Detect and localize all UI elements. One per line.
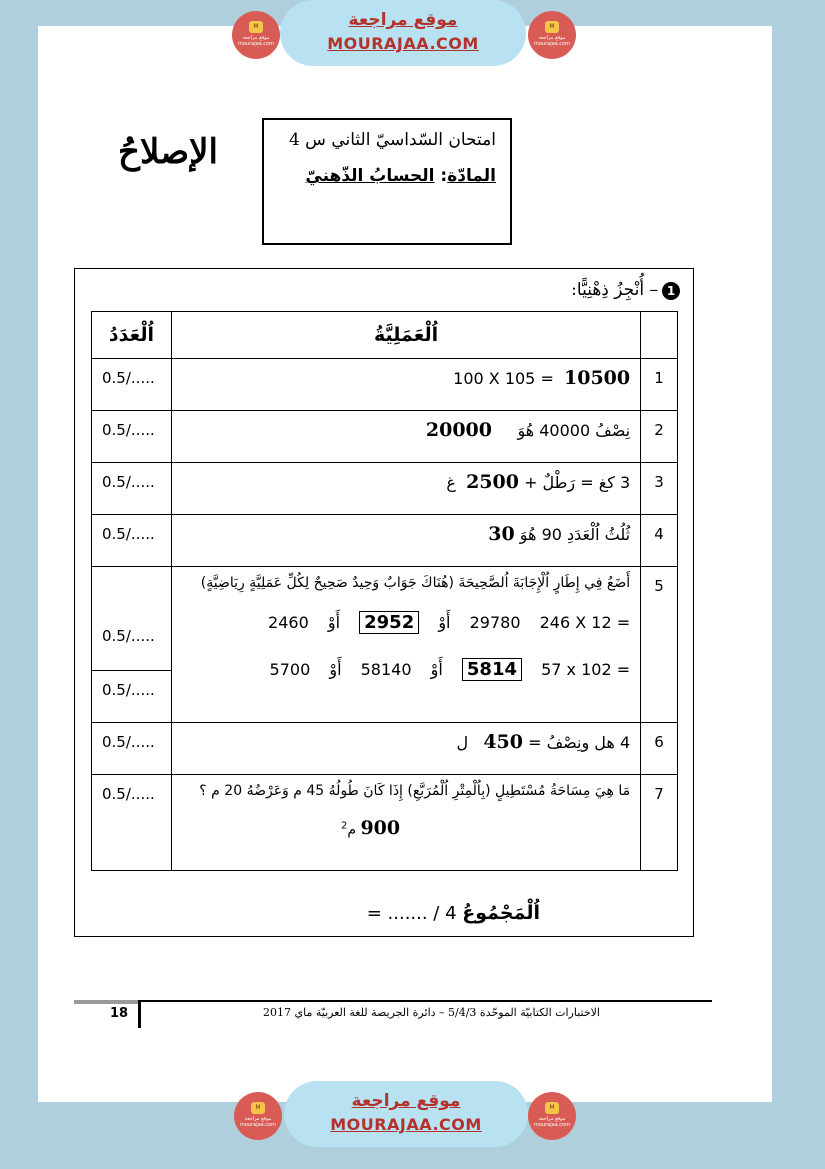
question-text: مَا هِيَ مِسَاحَةُ مُسْتَطِيلٍ (بِاُلْمِتْرِ اُلْمُرَبَّعِ) إِذَا كَانَ طُولُهُ 45 م وَعَرْضُهُ 20 م ؟ bbox=[199, 783, 631, 799]
footer-divider bbox=[138, 1000, 141, 1028]
table-row: 7 مَا هِيَ مِسَاحَةُ مُسْتَطِيلٍ (بِاُلْمِتْرِ اُلْمُرَبَّعِ) إِذَا كَانَ طُولُهُ 45 م وَعَرْضُهُ 20 م ؟ 900 م$^2$ 0.5/..... bbox=[92, 775, 678, 871]
score-cell: 0.5/..... bbox=[92, 359, 172, 411]
answer: 900 bbox=[360, 817, 401, 839]
score-cell: 0.5/..... bbox=[92, 411, 172, 463]
answer: 450 bbox=[483, 731, 523, 753]
header-operation: اُلْعَمَلِيَّةُ bbox=[171, 312, 640, 359]
site-link[interactable] bbox=[284, 1081, 528, 1147]
score-cell: 0.5/..... bbox=[92, 775, 172, 871]
exam-header-box bbox=[262, 118, 512, 245]
table-row: 2 نِصْفُ 40000 هُوَ 20000 0.5/..... bbox=[92, 411, 678, 463]
subject-label: المادّة bbox=[447, 166, 496, 186]
footer-rule-accent bbox=[74, 1000, 140, 1004]
header-score: اُلْعَدَدُ bbox=[92, 312, 172, 359]
subject-value: الحسابُ الذّهنيّ bbox=[305, 166, 435, 186]
total-label: اُلْمَجْمُوعُ bbox=[462, 902, 540, 924]
site-name-ar[interactable]: موقع مراجعة bbox=[348, 10, 458, 30]
choice-line: 246 X 12 = 29780 أَوْ 2952 أَوْ 2460 bbox=[268, 612, 631, 633]
score-cell: 0.5/..... bbox=[92, 671, 172, 723]
header-index bbox=[641, 312, 678, 359]
instruction: أَضَعُ فِي إِطَارٍ اُلْإِجَابَةَ اُلصَّحِيحَةَ (هُنَاكَ جَوَابٌ وَحِيدٌ صَحِيحٌ لِكُلِّ عَمَلِيَّةٍ رِيَاضِيَّةٍ) bbox=[200, 575, 631, 591]
footer-rule bbox=[74, 1000, 712, 1002]
table-header-row bbox=[92, 312, 678, 359]
answer: 20000 bbox=[425, 419, 492, 441]
site-banner-top[interactable] bbox=[0, 0, 825, 70]
score-cell: 0.5/..... bbox=[92, 463, 172, 515]
score-cell: 0.5/..... bbox=[92, 723, 172, 775]
table-row: 4 ثُلُثُ اُلْعَدَدِ 90 هُوَ 30 0.5/..... bbox=[92, 515, 678, 567]
site-logo-icon: M موقع مراجعة mourajaa.com bbox=[234, 1092, 282, 1140]
total-value: = ....... / 4 bbox=[366, 903, 457, 924]
answer: 10500 bbox=[564, 367, 631, 389]
site-name-en[interactable]: MOURAJAA.COM bbox=[327, 34, 479, 53]
choice-line: 57 x 102 = 5814 أَوْ 58140 أَوْ 5700 bbox=[269, 659, 631, 680]
site-logo-icon: M موقع مراجعة mourajaa.com bbox=[528, 1092, 576, 1140]
subject-line: المادّة: الحسابُ الذّهنيّ bbox=[305, 166, 496, 186]
exam-title: امتحان السّداسيّ الثاني س 4 bbox=[288, 130, 496, 150]
score-cell: 0.5/..... bbox=[92, 567, 172, 671]
question-number: 1 bbox=[662, 282, 680, 300]
table-row: 5 أَضَعُ فِي إِطَارٍ اُلْإِجَابَةَ اُلصَّحِيحَةَ (هُنَاكَ جَوَابٌ وَحِيدٌ صَحِيحٌ لِكُلِّ عَمَلِيَّةٍ رِيَاضِيَّةٍ) 246 X 12 = 29780 أَوْ 2952 أَوْ 2460 57 x 102 = 5814 أَوْ 58140 أَوْ 5700 0.5/..... bbox=[92, 567, 678, 671]
footer-text: الاختبارات الكتابيّة الموحّدة 5/4/3 – دائرة الجريصة للغة العربيّة ماي 2017 bbox=[263, 1006, 600, 1019]
option-correct[interactable]: 2952 bbox=[359, 611, 419, 634]
site-logo-icon: M موقع مراجعة mourajaa.com bbox=[528, 11, 576, 59]
option[interactable]: 58140 bbox=[360, 660, 412, 679]
operations-table bbox=[91, 311, 678, 871]
site-name-en[interactable]: MOURAJAA.COM bbox=[330, 1115, 482, 1134]
answer: 2500 bbox=[466, 471, 519, 493]
site-logo-icon: M موقع مراجعة mourajaa.com bbox=[232, 11, 280, 59]
site-name-ar[interactable]: موقع مراجعة bbox=[351, 1091, 461, 1111]
option[interactable]: 29780 bbox=[469, 613, 521, 632]
answer: 30 bbox=[488, 523, 515, 545]
option[interactable]: 5700 bbox=[269, 660, 311, 679]
option[interactable]: 2460 bbox=[268, 613, 309, 632]
answer-line: 900 م$^2$ bbox=[340, 817, 401, 839]
table-row: 3 3 كغ = رَطْلٌ + 2500 غ 0.5/..... bbox=[92, 463, 678, 515]
page-number: 18 bbox=[110, 1006, 129, 1021]
total-line bbox=[290, 902, 540, 924]
table-row: 1 10500 100 X 105 = 0.5/..... bbox=[92, 359, 678, 411]
score-cell: 0.5/..... bbox=[92, 515, 172, 567]
option-correct[interactable]: 5814 bbox=[462, 658, 522, 681]
table-row: 6 4 هل ونِصْفُ = 450 ل 0.5/..... bbox=[92, 723, 678, 775]
question-title: 1– أُنْجِزُ ذِهْنِيًّا: bbox=[480, 280, 680, 300]
site-link[interactable] bbox=[280, 0, 526, 66]
site-banner-bottom[interactable] bbox=[0, 1081, 825, 1151]
correction-title: الإصلاحُ bbox=[118, 132, 218, 172]
